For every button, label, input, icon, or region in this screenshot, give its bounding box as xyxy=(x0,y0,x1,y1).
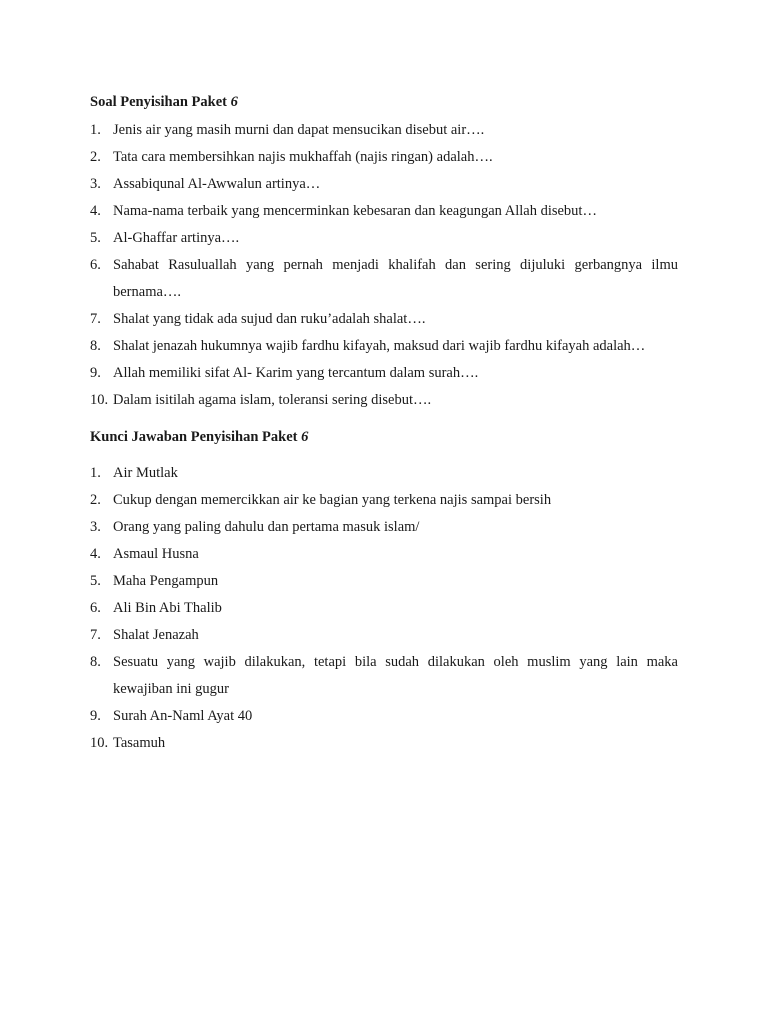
answer-text: Ali Bin Abi Thalib xyxy=(113,600,222,616)
answer-item xyxy=(90,460,678,487)
question-item xyxy=(90,117,678,144)
soal-heading-number: 6 xyxy=(230,94,238,110)
item-number: 7. xyxy=(90,311,101,327)
answer-item xyxy=(90,514,678,541)
question-text: Nama-nama terbaik yang mencerminkan kebesaran dan keagungan Allah disebut… xyxy=(113,203,597,219)
soal-heading-text: Soal Penyisihan Paket xyxy=(90,94,227,110)
answer-text: Air Mutlak xyxy=(113,465,178,481)
question-text: Tata cara membersihkan najis mukhaffah (najis ringan) adalah…. xyxy=(113,149,493,165)
question-text: Shalat jenazah hukumnya wajib fardhu kifayah, maksud dari wajib fardhu kifayah adalah… xyxy=(113,338,646,354)
question-item xyxy=(90,144,678,171)
question-text: Jenis air yang masih murni dan dapat mensucikan disebut air…. xyxy=(113,122,485,138)
item-number: 2. xyxy=(90,149,101,165)
answer-text: Surah An-Naml Ayat 40 xyxy=(113,708,253,724)
answer-item xyxy=(90,622,678,649)
answer-text: Tasamuh xyxy=(113,735,166,751)
answer-item xyxy=(90,730,678,757)
kunci-heading xyxy=(90,427,308,447)
answer-text: Cukup dengan memercikkan air ke bagian yang terkena najis sampai bersih xyxy=(113,492,552,508)
question-text: Al-Ghaffar artinya…. xyxy=(113,230,240,246)
item-number: 9. xyxy=(90,365,101,381)
soal-question-list xyxy=(90,117,678,414)
item-number: 8. xyxy=(90,338,101,354)
answer-text: Asmaul Husna xyxy=(113,546,199,562)
kunci-answer-list xyxy=(90,460,678,757)
item-number: 6. xyxy=(90,600,101,616)
question-item xyxy=(90,360,678,387)
question-text: Allah memiliki sifat Al- Karim yang tercantum dalam surah…. xyxy=(113,365,479,381)
answer-item xyxy=(90,595,678,622)
answer-item xyxy=(90,568,678,595)
answer-text: Maha Pengampun xyxy=(113,573,219,589)
item-number: 7. xyxy=(90,627,101,643)
kunci-heading-text: Kunci Jawaban Penyisihan Paket xyxy=(90,429,298,445)
question-item xyxy=(90,171,678,198)
kunci-heading-number: 6 xyxy=(301,429,309,445)
question-text: Sahabat Rasuluallah yang pernah menjadi khalifah dan sering dijuluki gerbangnya ilmu bernama…. xyxy=(113,257,678,300)
item-number: 5. xyxy=(90,230,101,246)
item-number: 10. xyxy=(90,392,109,408)
item-number: 9. xyxy=(90,708,101,724)
question-item xyxy=(90,333,678,360)
question-text: Shalat yang tidak ada sujud dan ruku’adalah shalat…. xyxy=(113,311,426,327)
item-number: 6. xyxy=(90,257,101,273)
answer-item xyxy=(90,541,678,568)
question-item xyxy=(90,198,678,225)
answer-text: Sesuatu yang wajib dilakukan, tetapi bila sudah dilakukan oleh muslim yang lain maka kewajiban ini gugur xyxy=(113,654,678,697)
item-number: 4. xyxy=(90,203,101,219)
answer-item xyxy=(90,649,678,703)
item-number: 1. xyxy=(90,465,101,481)
item-number: 3. xyxy=(90,176,101,192)
answer-item xyxy=(90,703,678,730)
item-number: 10. xyxy=(90,735,109,751)
item-number: 4. xyxy=(90,546,101,562)
question-text: Assabiqunal Al-Awwalun artinya… xyxy=(113,176,321,192)
item-number: 3. xyxy=(90,519,101,535)
question-item xyxy=(90,306,678,333)
item-number: 2. xyxy=(90,492,101,508)
answer-item xyxy=(90,487,678,514)
question-item xyxy=(90,387,678,414)
question-text: Dalam isitilah agama islam, toleransi sering disebut…. xyxy=(113,392,432,408)
item-number: 8. xyxy=(90,654,101,670)
question-item xyxy=(90,225,678,252)
item-number: 5. xyxy=(90,573,101,589)
soal-heading xyxy=(90,92,238,112)
answer-text: Shalat Jenazah xyxy=(113,627,199,643)
answer-text: Orang yang paling dahulu dan pertama masuk islam/ xyxy=(113,519,420,535)
question-item xyxy=(90,252,678,306)
item-number: 1. xyxy=(90,122,101,138)
